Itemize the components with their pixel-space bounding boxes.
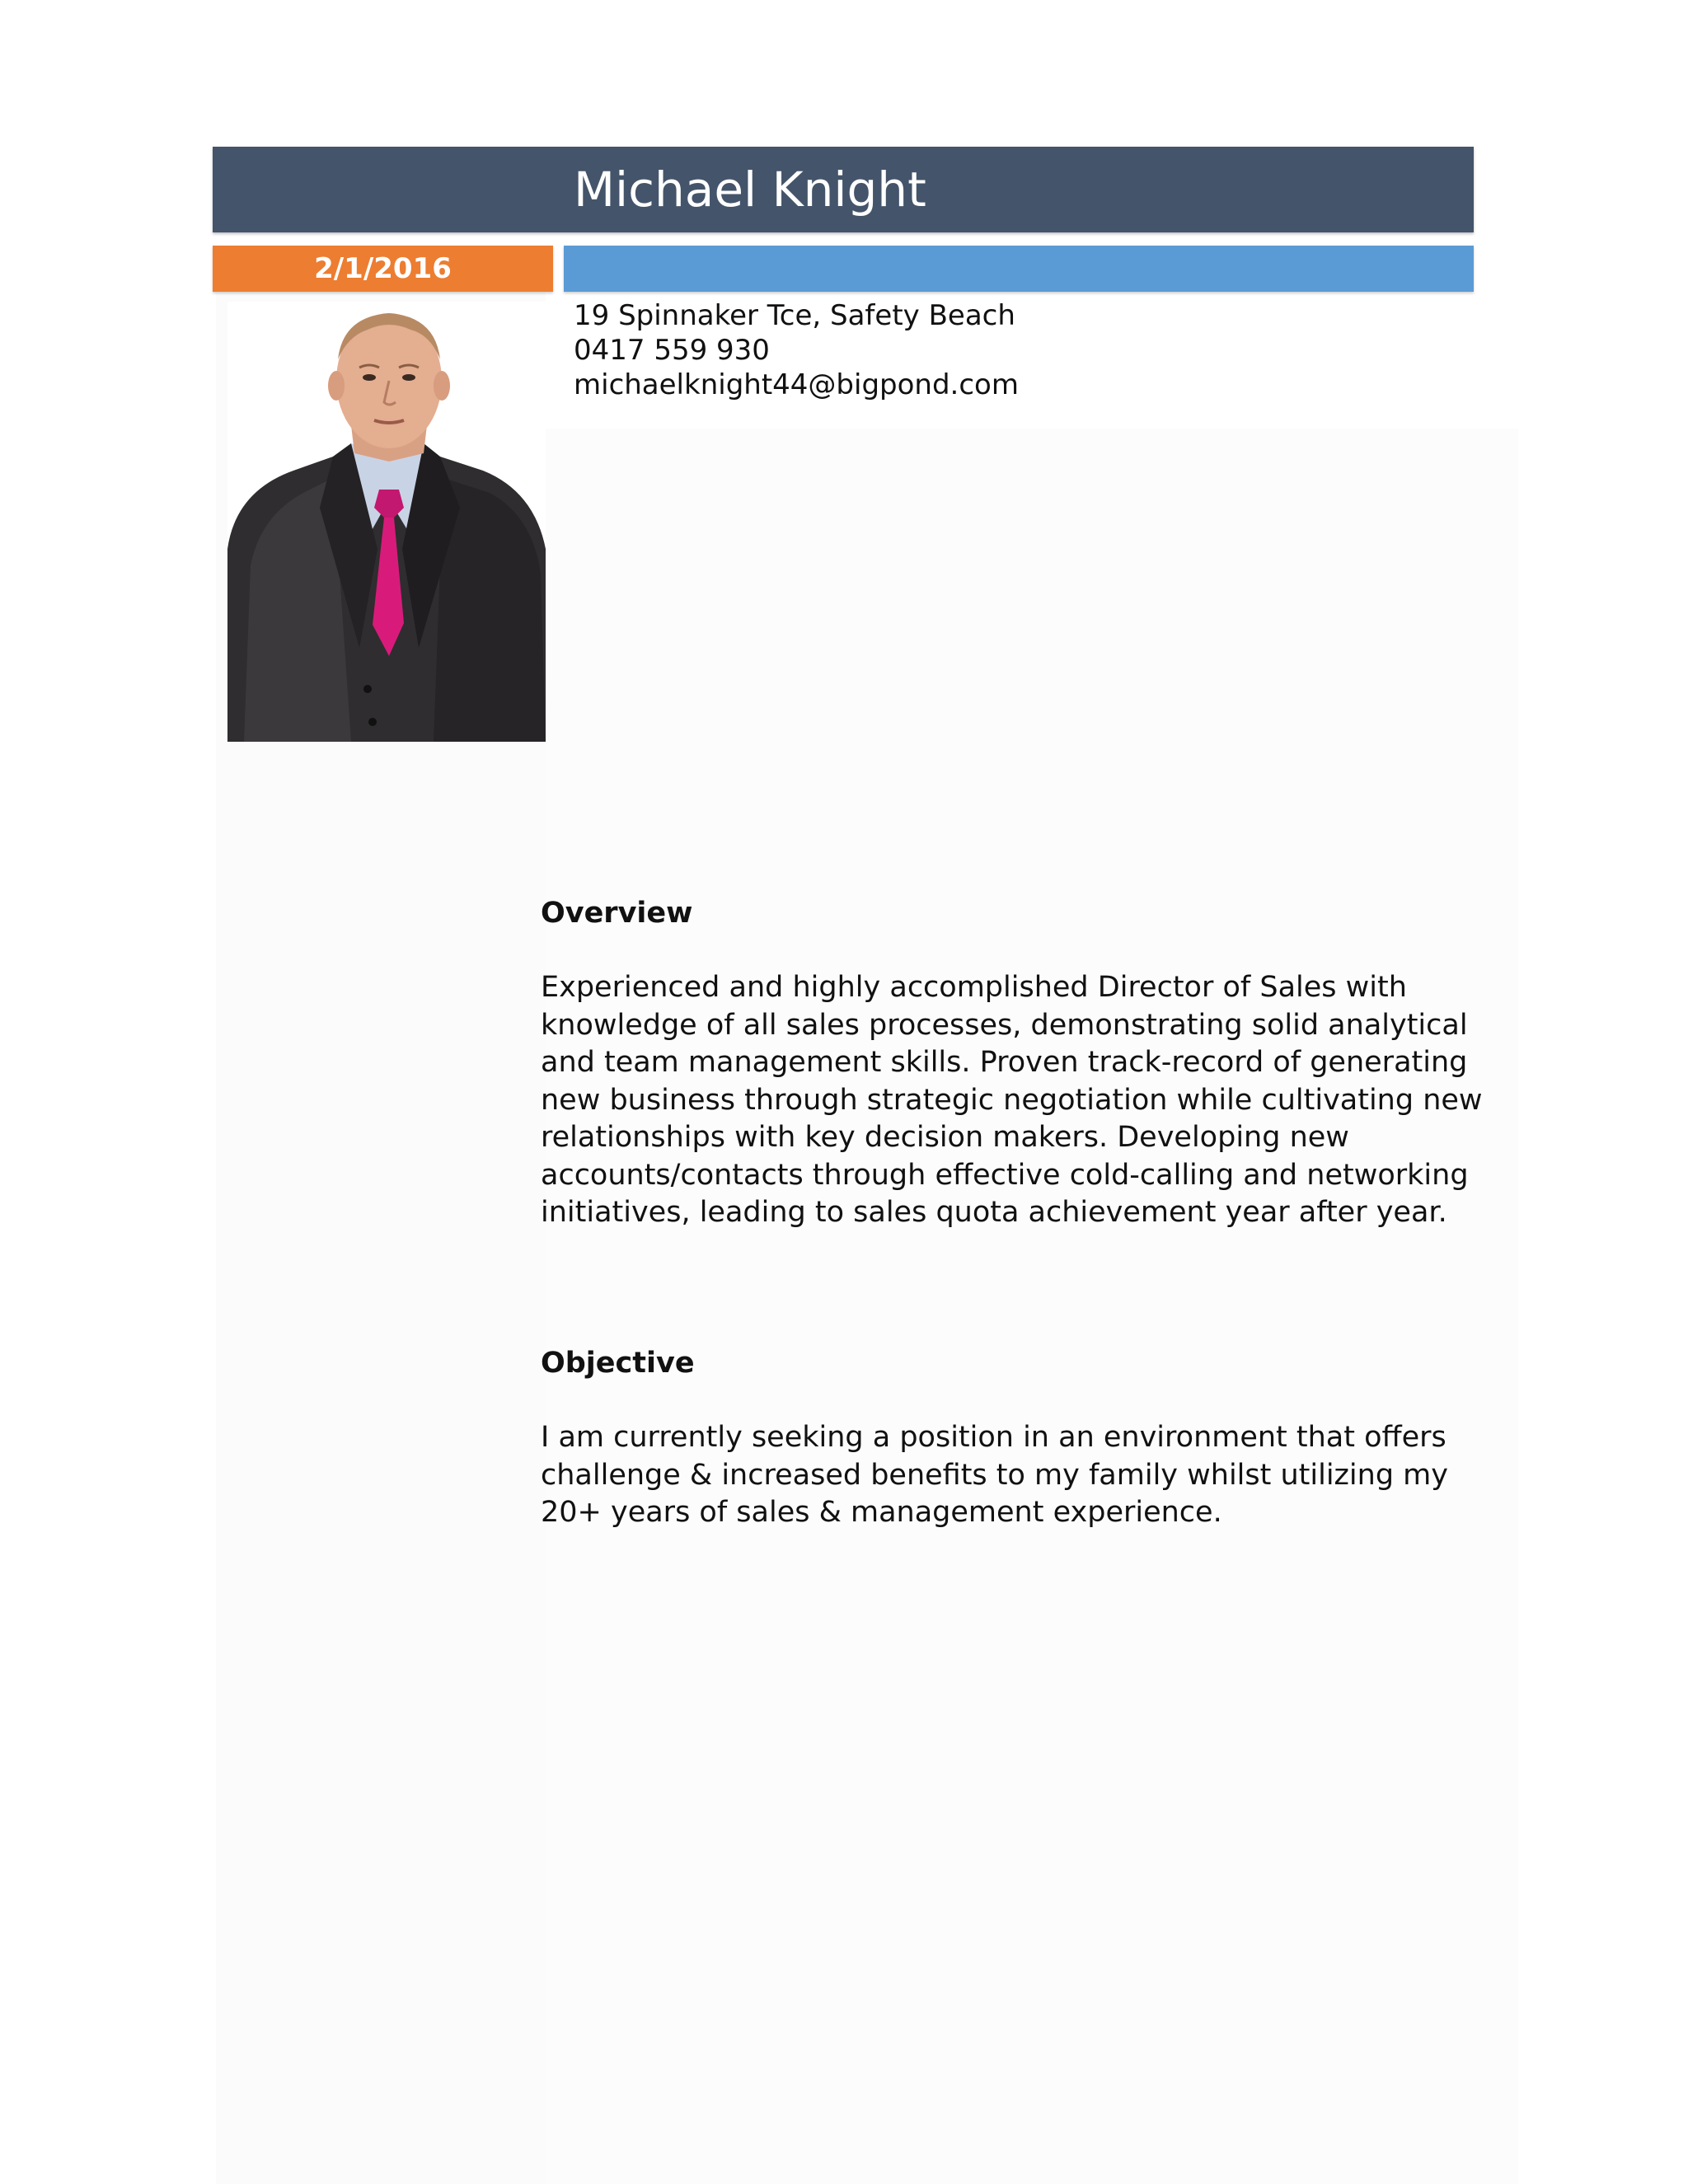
objective-text: I am currently seeking a position in an environment that offers challenge & increased benefits to my family whilst utilizing my 20+ years of sales & management experience. xyxy=(541,1421,1448,1529)
objective-heading: Objective xyxy=(541,1347,695,1380)
contact-address: 19 Spinnaker Tce, Safety Beach xyxy=(574,299,1015,332)
contact-block xyxy=(574,298,1019,402)
objective-section xyxy=(541,1345,1530,1532)
resume-date: 2/1/2016 xyxy=(314,252,452,285)
content-background xyxy=(546,429,1518,2184)
profile-photo xyxy=(227,302,546,742)
overview-text: Experienced and highly accomplished Director of Sales with knowledge of all sales processes, demonstrating solid analytical and team management skills. Proven track-record of generating new business through strategic negotiation while cultivating new relationships with key decision makers. Developing new accounts/contacts through effective cold-calling and networking initiatives, leading to sales quota achievement year after year. xyxy=(541,971,1483,1229)
overview-section xyxy=(541,895,1530,1232)
contact-email[interactable]: michaelknight44@bigpond.com xyxy=(574,368,1019,401)
overview-heading: Overview xyxy=(541,897,693,930)
candidate-name: Michael Knight xyxy=(574,162,926,218)
accent-banner xyxy=(564,246,1474,292)
contact-phone: 0417 559 930 xyxy=(574,334,770,367)
